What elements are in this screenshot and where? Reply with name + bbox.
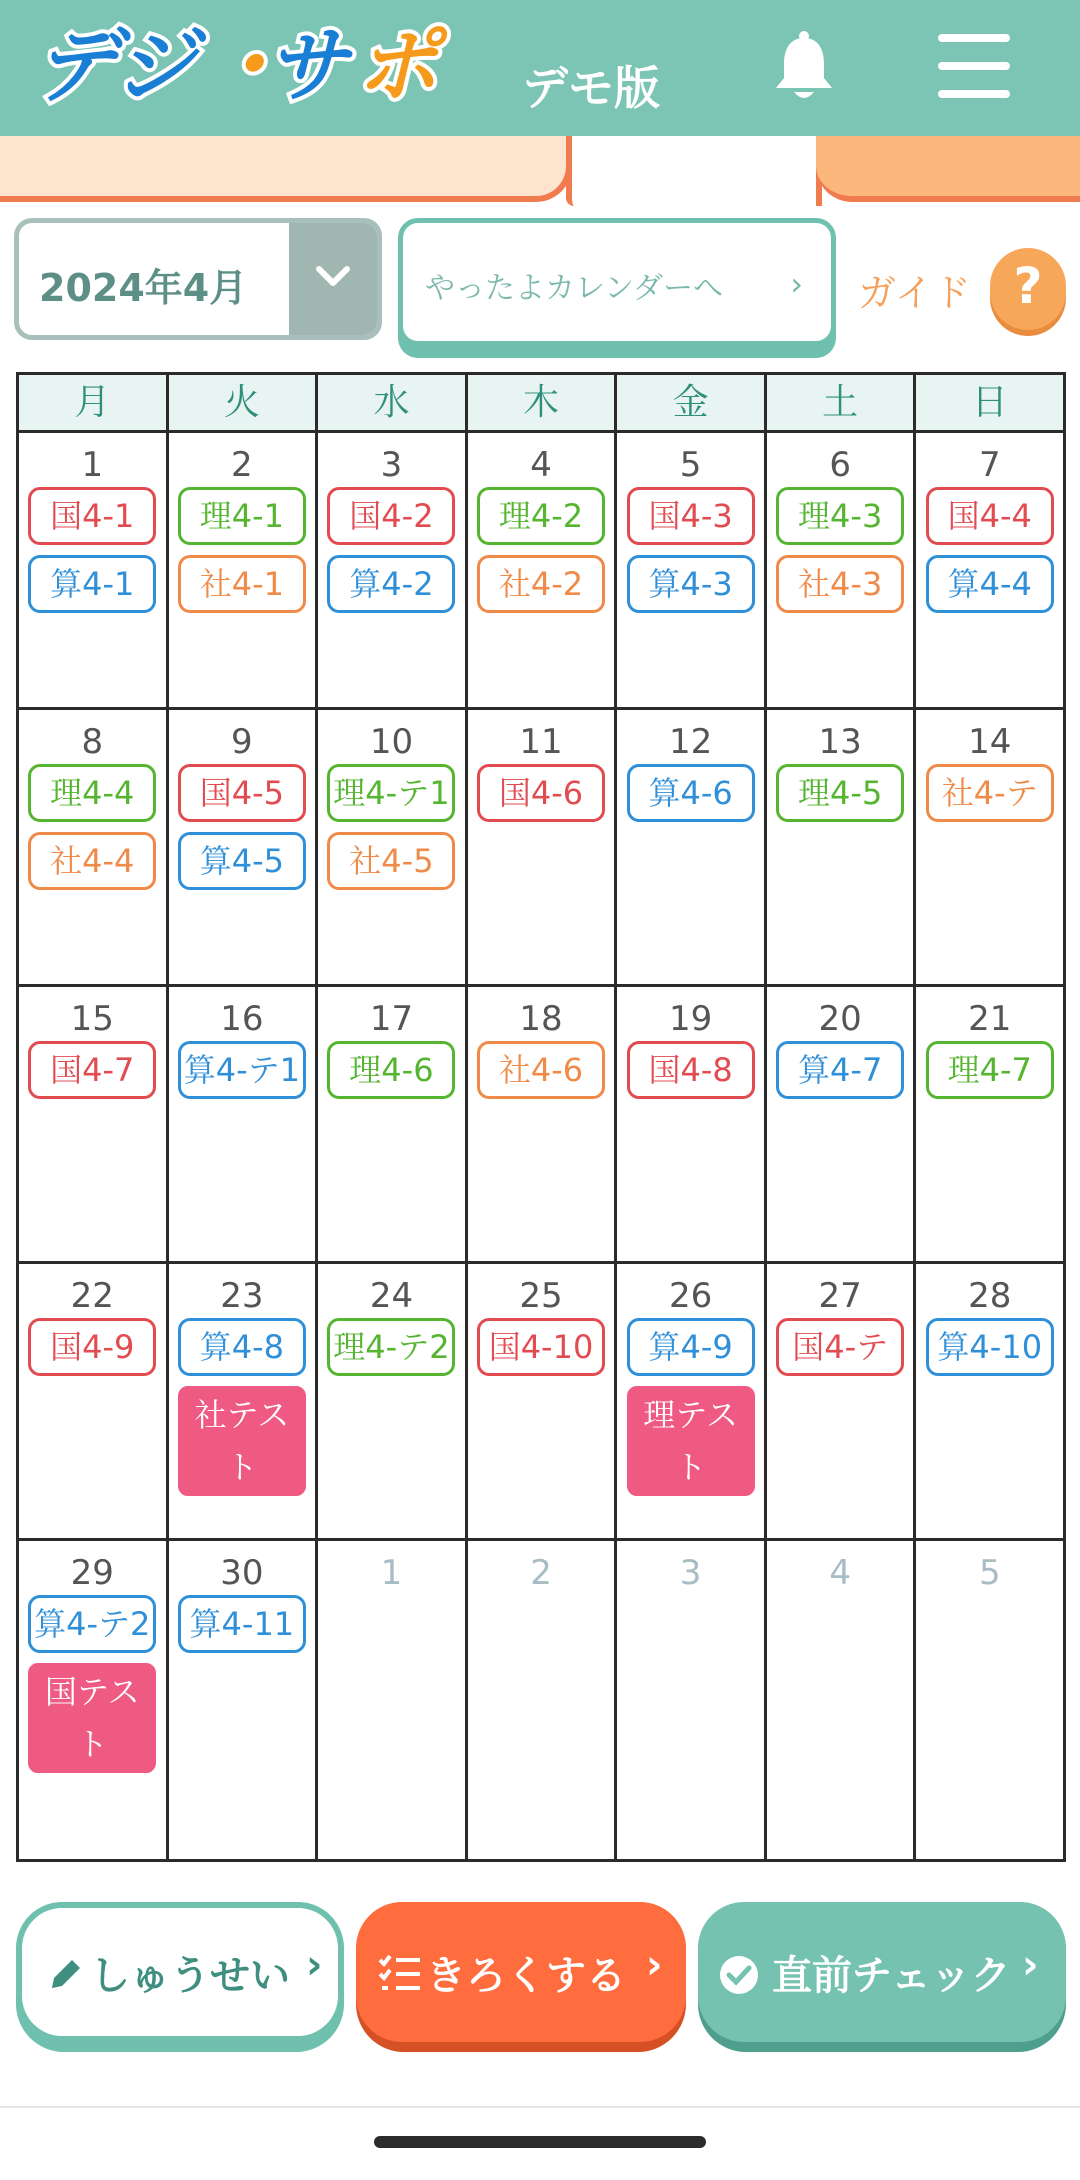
calendar-day-cell[interactable] [767,1264,917,1538]
day-tasks [169,487,316,613]
day-tasks [318,764,465,890]
calendar-day-cell[interactable] [767,433,917,707]
calendar-grid [16,430,1066,1862]
calendar-day-cell[interactable] [318,1541,468,1859]
calendar-day-cell[interactable] [19,710,169,984]
app-logo [30,14,490,114]
calendar-day-cell[interactable] [19,433,169,707]
calendar-day-cell[interactable] [169,710,319,984]
task-chip-sansu[interactable]: 算4-8 [178,1318,306,1376]
weekday-label: 金 [617,375,767,430]
day-tasks [318,487,465,613]
chevron-right-icon: › [646,1942,663,1988]
svg-text:ポ: ポ [356,19,438,114]
chevron-right-icon: › [306,1942,323,1988]
calendar-day-cell[interactable] [169,1264,319,1538]
day-number: 10 [369,722,414,762]
weekday-header [16,372,1066,430]
calendar-day-cell[interactable] [318,433,468,707]
task-chip-rika[interactable]: 理4-7 [926,1041,1054,1099]
day-number: 15 [70,999,114,1039]
day-tasks [318,1041,465,1099]
calendar-day-cell[interactable] [318,1264,468,1538]
calendar-day-cell[interactable] [318,987,468,1261]
to-calendar-label: やったよカレンダーへ [425,271,724,306]
day-tasks [169,1318,316,1496]
task-chip-kokugo[interactable]: 国4-3 [627,487,755,545]
weekday-label: 土 [767,375,917,430]
calendar-day-cell[interactable] [617,1541,767,1859]
calendar-day-cell[interactable] [916,710,1063,984]
task-chip-kokugo[interactable]: 国4-7 [28,1041,156,1099]
day-number: 27 [818,1276,862,1316]
calendar-day-cell[interactable] [19,1541,169,1859]
calendar-week-row [19,1541,1063,1859]
task-chip-rika[interactable]: 理4-テ2 [327,1318,455,1376]
task-chip-kokugo[interactable]: 国4-1 [28,487,156,545]
calendar-day-cell[interactable] [169,433,319,707]
calendar-day-cell[interactable] [916,433,1063,707]
day-number: 24 [369,1276,414,1316]
task-chip-rika[interactable]: 理4-テ1 [327,764,455,822]
app-header [0,0,1080,146]
day-number: 2 [231,445,253,485]
day-tasks [169,1595,316,1653]
day-number: 17 [369,999,414,1039]
task-chip-sansu[interactable]: 算4-10 [926,1318,1054,1376]
task-chip-sansu[interactable]: 算4-テ1 [178,1041,306,1099]
day-tasks [468,1041,615,1099]
task-chip-shakai[interactable]: 社4-2 [477,555,605,613]
pencil-icon [46,1954,86,1994]
final-check-button-label: 直前チェック [772,1953,1011,1999]
guide-link[interactable]: ガイド [858,271,971,315]
task-chip-kokugo[interactable]: 国4-4 [926,487,1054,545]
calendar-day-cell[interactable] [468,433,618,707]
chevron-right-icon: › [1022,1942,1039,1988]
task-chip-kokugo[interactable]: 国4-9 [28,1318,156,1376]
task-chip-sansu[interactable]: 算4-11 [178,1595,306,1653]
day-tasks [19,487,166,613]
calendar-day-cell[interactable] [468,1541,618,1859]
task-chip-sansu[interactable]: 算4-テ2 [28,1595,156,1653]
check-circle-icon [718,1954,760,1996]
day-number: 6 [829,445,851,485]
svg-text:・: ・ [206,19,288,114]
day-tasks [19,1318,166,1376]
task-chip-shakai[interactable]: 社4-3 [776,555,904,613]
day-tasks [468,487,615,613]
task-chip-shakai[interactable]: 社4-5 [327,832,455,890]
test-chip[interactable]: 社テスト [178,1386,306,1496]
month-select[interactable] [14,218,382,340]
day-number: 16 [220,999,264,1039]
svg-text:サ: サ [266,19,348,114]
day-tasks [468,764,615,822]
home-indicator[interactable] [374,2136,706,2148]
task-chip-rika[interactable]: 理4-1 [178,487,306,545]
tab-right[interactable] [816,136,1080,202]
day-number: 1 [81,445,104,485]
day-number: 12 [668,722,713,762]
day-tasks [617,1041,764,1099]
calendar-day-cell[interactable] [169,987,319,1261]
day-tasks [617,764,764,822]
task-chip-kokugo[interactable]: 国4-6 [477,764,605,822]
day-number: 26 [668,1276,713,1316]
task-chip-sansu[interactable]: 算4-6 [627,764,755,822]
day-tasks [916,1318,1063,1376]
day-number: 11 [519,722,563,762]
tab-active[interactable] [566,136,822,206]
day-tasks [617,487,764,613]
day-number: 20 [818,999,862,1039]
calendar-day-cell[interactable] [19,1264,169,1538]
day-tasks [916,487,1063,613]
day-number: 4 [530,445,552,485]
day-number: 8 [81,722,104,762]
calendar-day-cell[interactable] [767,1541,917,1859]
task-chip-kokugo[interactable]: 国4-8 [627,1041,755,1099]
day-tasks [916,764,1063,822]
help-icon[interactable]: ? [990,248,1066,330]
day-number: 14 [968,722,1012,762]
task-chip-shakai[interactable]: 社4-1 [178,555,306,613]
day-number: 21 [968,999,1012,1039]
day-number: 3 [380,445,403,485]
calendar-week-row [19,1264,1063,1541]
day-number: 29 [70,1553,114,1593]
day-tasks [767,1318,914,1376]
tab-left[interactable] [0,136,572,202]
day-tasks [468,1318,615,1376]
task-chip-rika[interactable]: 理4-6 [327,1041,455,1099]
day-tasks [767,764,914,822]
day-tasks [19,1595,166,1773]
notification-bell-icon[interactable] [772,30,836,102]
calendar-day-cell[interactable] [767,710,917,984]
edit-button-label: しゅうせい [90,1953,290,1999]
task-chip-kokugo[interactable]: 国4-テ [776,1318,904,1376]
task-chip-sansu[interactable]: 算4-3 [627,555,755,613]
day-number: 19 [668,999,713,1039]
day-tasks [617,1318,764,1496]
day-number: 3 [679,1553,702,1593]
svg-text:デジ: デジ [34,19,197,114]
calendar-day-cell[interactable] [169,1541,319,1859]
task-chip-shakai[interactable]: 社4-6 [477,1041,605,1099]
calendar-day-cell[interactable] [617,1264,767,1538]
day-tasks [767,1041,914,1099]
calendar-day-cell[interactable] [468,710,618,984]
task-chip-kokugo[interactable]: 国4-2 [327,487,455,545]
day-number: 1 [380,1553,403,1593]
to-calendar-button[interactable] [398,218,836,346]
day-number: 25 [519,1276,563,1316]
day-tasks [19,764,166,890]
calendar-day-cell[interactable] [468,987,618,1261]
day-number: 7 [978,445,1001,485]
calendar-week-row [19,987,1063,1264]
page-tabs [0,146,1080,206]
day-number: 28 [968,1276,1012,1316]
task-chip-sansu[interactable]: 算4-4 [926,555,1054,613]
task-chip-kokugo[interactable]: 国4-5 [178,764,306,822]
task-chip-rika[interactable]: 理4-4 [28,764,156,822]
day-tasks [767,487,914,613]
task-chip-sansu[interactable]: 算4-5 [178,832,306,890]
task-chip-rika[interactable]: 理4-5 [776,764,904,822]
task-chip-sansu[interactable]: 算4-1 [28,555,156,613]
day-tasks [318,1318,465,1376]
calendar-day-cell[interactable] [617,433,767,707]
task-chip-sansu[interactable]: 算4-2 [327,555,455,613]
day-tasks [169,1041,316,1099]
day-tasks [169,764,316,890]
day-number: 5 [679,445,702,485]
day-number: 23 [220,1276,264,1316]
test-chip[interactable]: 理テスト [627,1386,755,1496]
edit-button[interactable] [16,1902,344,2052]
day-number: 2 [530,1553,552,1593]
weekday-label: 木 [468,375,618,430]
task-chip-rika[interactable]: 理4-3 [776,487,904,545]
month-select-value: 2024年4月 [39,266,248,310]
day-tasks [916,1041,1063,1099]
calendar-day-cell[interactable] [916,1264,1063,1538]
final-check-button[interactable] [698,1902,1066,2052]
calendar-day-cell[interactable] [916,1541,1063,1859]
day-number: 13 [818,722,862,762]
record-button[interactable] [356,1902,686,2052]
task-chip-sansu[interactable]: 算4-7 [776,1041,904,1099]
day-number: 9 [231,722,253,762]
record-button-label: きろくする [426,1953,626,1999]
day-number: 30 [220,1553,264,1593]
calendar-day-cell[interactable] [617,710,767,984]
chevron-down-icon [289,223,377,335]
weekday-label: 火 [169,375,319,430]
task-chip-rika[interactable]: 理4-2 [477,487,605,545]
weekday-label: 日 [916,375,1063,430]
task-chip-kokugo[interactable]: 国4-10 [477,1318,605,1376]
study-calendar [16,372,1066,1862]
divider [0,2106,1080,2108]
task-chip-shakai[interactable]: 社4-4 [28,832,156,890]
hamburger-menu-icon[interactable] [938,34,1010,98]
calendar-day-cell[interactable] [916,987,1063,1261]
calendar-day-cell[interactable] [468,1264,618,1538]
day-number: 5 [978,1553,1001,1593]
weekday-label: 水 [318,375,468,430]
checklist-icon [378,1954,422,1994]
calendar-day-cell[interactable] [617,987,767,1261]
task-chip-sansu[interactable]: 算4-9 [627,1318,755,1376]
calendar-day-cell[interactable] [318,710,468,984]
day-tasks [19,1041,166,1099]
weekday-label: 月 [19,375,169,430]
day-number: 18 [519,999,563,1039]
calendar-week-row [19,433,1063,710]
day-number: 22 [70,1276,114,1316]
demo-label: デモ版 [522,61,660,115]
day-number: 4 [829,1553,851,1593]
calendar-day-cell[interactable] [19,987,169,1261]
test-chip[interactable]: 国テスト [28,1663,156,1773]
calendar-day-cell[interactable] [767,987,917,1261]
chevron-right-icon: › [790,265,803,303]
task-chip-shakai[interactable]: 社4-テ [926,764,1054,822]
calendar-week-row [19,710,1063,987]
